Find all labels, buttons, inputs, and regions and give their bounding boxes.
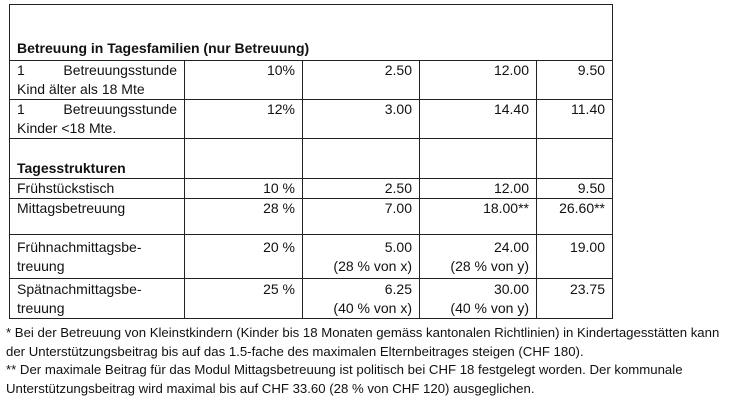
cell-value-1: 2.50 [303,61,420,100]
row-label: 1 Betreuungsstunde Kinder <18 Mte. [10,100,185,139]
table-row [10,179,613,199]
table-row [10,279,613,319]
cell-value-2: 14.40 [420,100,537,139]
row-label: Spätnachmittagsbe- treuung [10,279,185,319]
cell-value-2: 18.00** [420,199,537,235]
empty-cell [537,139,613,179]
section-title-tagesfamilien: Betreuung in Tagesfamilien (nur Betreuung) [10,5,613,61]
cell-value-3: 9.50 [537,61,613,100]
empty-cell [185,139,303,179]
cell-value-2: 30.00 (40 % von y) [420,279,537,319]
cell-note: (40 % von y) [450,300,529,316]
table-row [10,61,613,100]
section-header-row [10,139,613,179]
cell-value-3: 11.40 [537,100,613,139]
cell-percent: 10% [185,61,303,100]
cell-value-1: 7.00 [303,199,420,235]
empty-cell [420,139,537,179]
table-row [10,235,613,279]
cell-value-2: 12.00 [420,61,537,100]
footnote-1: * Bei der Betreuung von Kleinstkindern (Kinder bis 18 Monaten gemäss kantonalen Richtlinien) in Kindertagesstätten kann der Unterstützungsbeitrag bis auf das 1.5-fache des maximalen Elternbeitrages steigen (CHF 180). [6,325,720,359]
cell-value-3: 9.50 [537,179,613,199]
cell-percent: 28 % [185,199,303,235]
cell-note: (28 % von y) [450,258,529,274]
row-label: Mittagsbetreuung [10,199,185,235]
footnotes [6,324,731,398]
cell-value-1: 6.25 (40 % von x) [303,279,420,319]
cell-value-3: 19.00 [537,235,613,279]
section-title-tagesstrukturen: Tagesstrukturen [10,139,185,179]
subsidy-table [9,4,613,319]
cell-value-1: 2.50 [303,179,420,199]
row-label: Frühnachmittagsbe- treuung [10,235,185,279]
cell-note: (28 % von x) [333,258,412,274]
cell-value-3: 26.60** [537,199,613,235]
cell-value-1: 5.00 (28 % von x) [303,235,420,279]
table-row [10,100,613,139]
row-label: Frühstückstisch [10,179,185,199]
section-header-row [10,5,613,61]
cell-value-2: 12.00 [420,179,537,199]
table-row [10,199,613,235]
cell-percent: 20 % [185,235,303,279]
cell-value-3: 23.75 [537,279,613,319]
cell-percent: 12% [185,100,303,139]
empty-cell [303,139,420,179]
row-label-line1: 1 Betreuungsstunde [17,62,177,78]
row-label-line1: 1 Betreuungsstunde [17,101,177,117]
cell-percent: 10 % [185,179,303,199]
footnote-2: ** Der maximale Beitrag für das Modul Mittagsbetreuung ist politisch bei CHF 18 festgelegt worden. Der kommunale Unterstützungsbeitrag wird maximal bis auf CHF 33.60 (28 % von CHF 120) ausgeglichen. [6,362,683,396]
cell-percent: 25 % [185,279,303,319]
cell-value-2: 24.00 (28 % von y) [420,235,537,279]
cell-value-1: 3.00 [303,100,420,139]
cell-note: (40 % von x) [333,300,412,316]
row-label: 1 Betreuungsstunde Kind älter als 18 Mte [10,61,185,100]
